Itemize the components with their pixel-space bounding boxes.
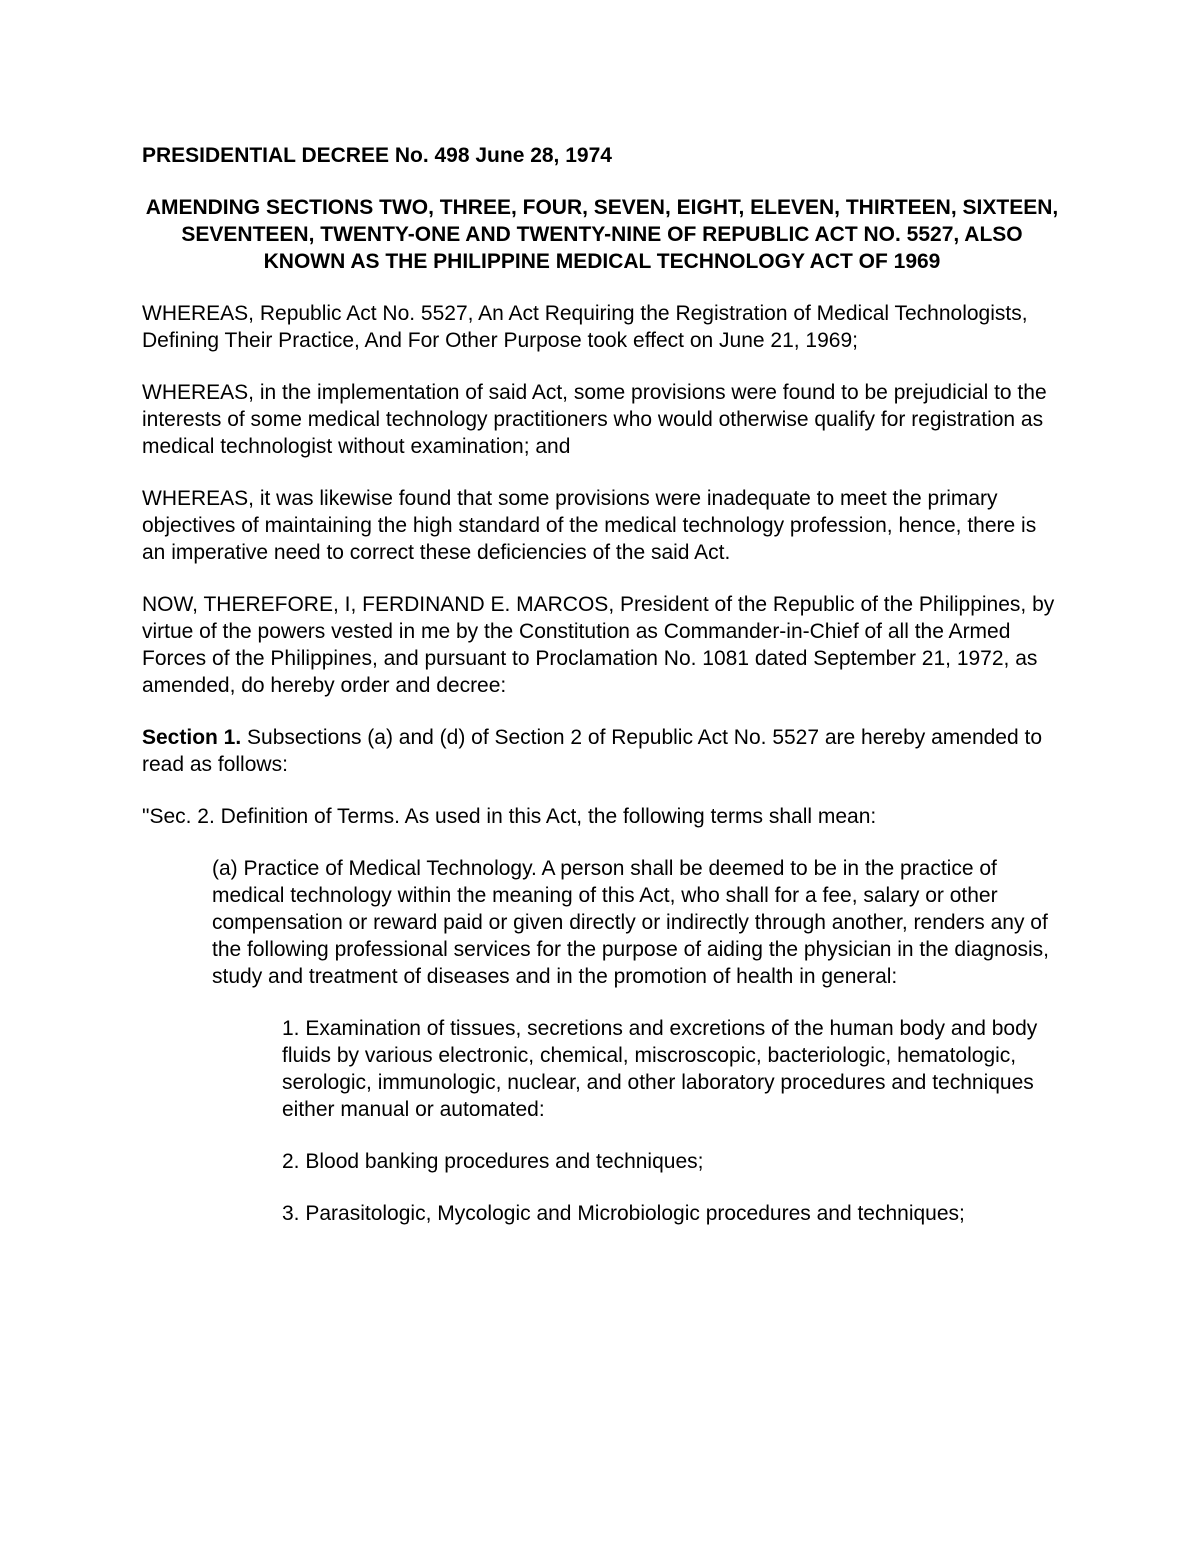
whereas-clause-1: WHEREAS, Republic Act No. 5527, An Act Requiring the Registration of Medical Technologists, Defining Their Practice, And For Other Purpose took effect on June 21, 1969;	[142, 302, 1028, 352]
section-1-text: Subsections (a) and (d) of Section 2 of Republic Act No. 5527 are hereby amended to read as follows:	[142, 726, 1043, 776]
list-item: 3. Parasitologic, Mycologic and Microbiologic procedures and techniques;	[282, 1202, 965, 1225]
list-item: 2. Blood banking procedures and techniques;	[282, 1150, 704, 1173]
decree-title: PRESIDENTIAL DECREE No. 498 June 28, 1974	[142, 144, 612, 167]
now-therefore-clause: NOW, THEREFORE, I, FERDINAND E. MARCOS, President of the Republic of the Philippines, by virtue of the powers vested in me by the Constitution as Commander-in-Chief of all the Armed Forces of the Philippines, and pursuant to Proclamation No. 1081 dated September 21, 1972, as amended, do hereby order and decree:	[142, 593, 1055, 697]
whereas-clause-3: WHEREAS, it was likewise found that some provisions were inadequate to meet the primary objectives of maintaining the high standard of the medical technology profession, hence, there is an imperative need to correct these deficiencies of the said Act.	[142, 487, 1037, 564]
list-item: 1. Examination of tissues, secretions and excretions of the human body and body fluids by various electronic, chemical, miscroscopic, bacteriologic, hematologic, serologic, immunologic, nuclear, and other laboratory procedures and techniques either manual or automated:	[282, 1017, 1038, 1121]
sec-2-heading: "Sec. 2. Definition of Terms. As used in this Act, the following terms shall mean:	[142, 805, 877, 828]
decree-subtitle: AMENDING SECTIONS TWO, THREE, FOUR, SEVEN, EIGHT, ELEVEN, THIRTEEN, SIXTEEN, SEVENTEEN, TWENTY-ONE AND TWENTY-NINE OF REPUBLIC ACT NO. 5527, ALSO KNOWN AS THE PHILIPPINE MEDICAL TECHNOLOGY ACT OF 1969	[145, 196, 1059, 273]
document-page	[142, 142, 1062, 1252]
subsection-a: (a) Practice of Medical Technology. A person shall be deemed to be in the practice of medical technology within the meaning of this Act, who shall for a fee, salary or other compensation or reward paid or given directly or indirectly through another, renders any of the following professional services for the purpose of aiding the physician in the diagnosis, study and treatment of diseases and in the promotion of health in general:	[212, 857, 1049, 988]
section-1-label: Section 1.	[142, 726, 242, 749]
whereas-clause-2: WHEREAS, in the implementation of said Act, some provisions were found to be prejudicial to the interests of some medical technology practitioners who would otherwise qualify for registration as medical technologist without examination; and	[142, 381, 1047, 458]
section-1-paragraph	[142, 724, 1062, 778]
